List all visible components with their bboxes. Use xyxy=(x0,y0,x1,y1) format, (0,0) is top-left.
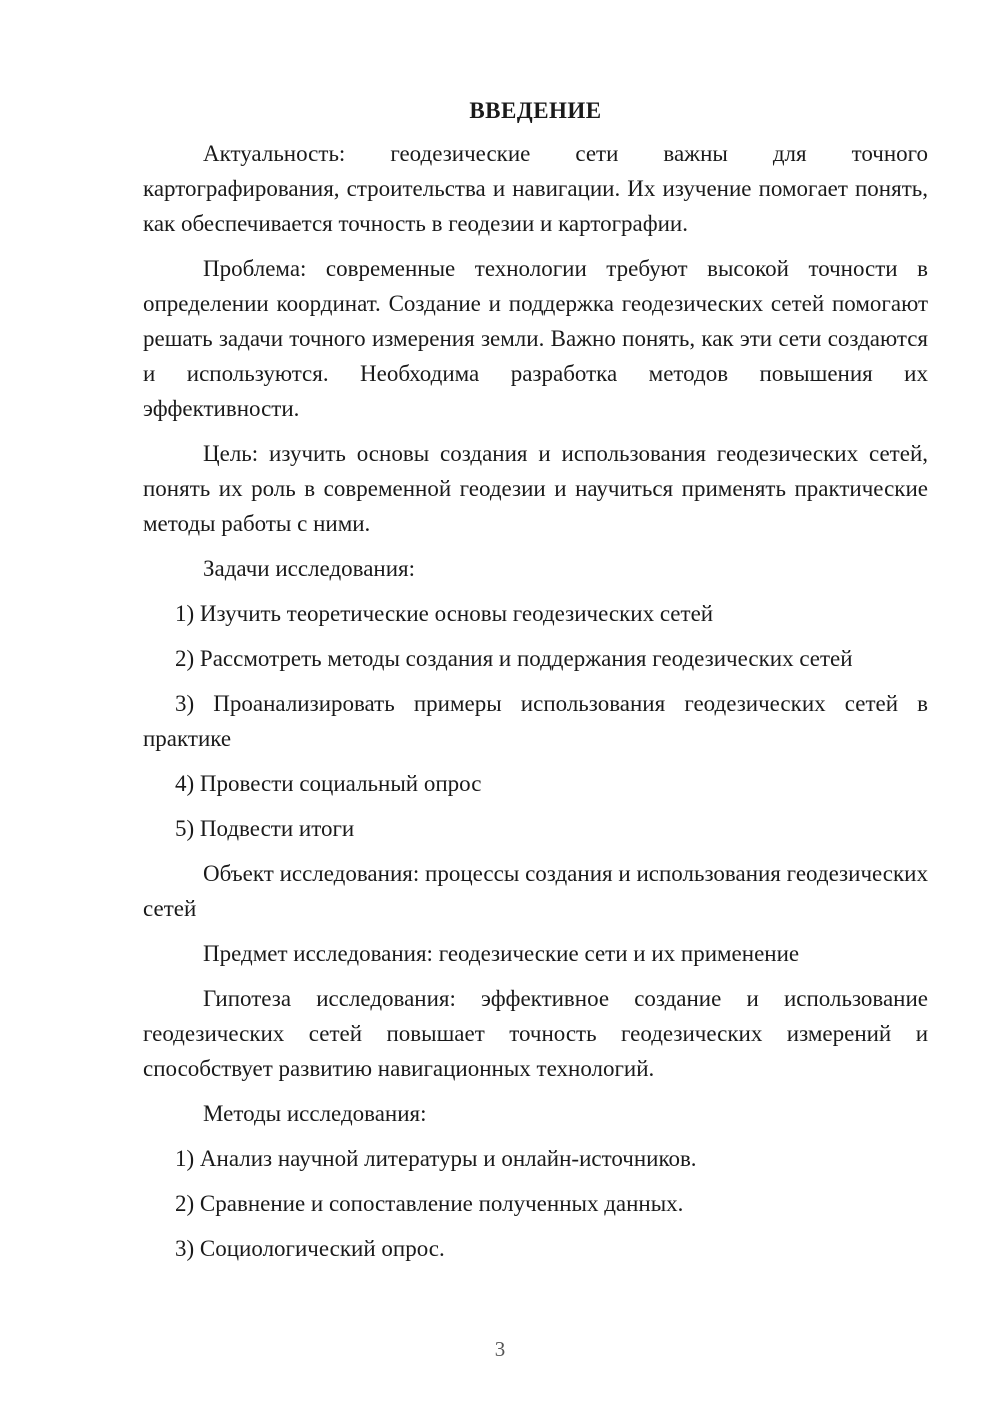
task-item-5: 5) Подвести итоги xyxy=(175,816,355,841)
paragraph-hypothesis: Гипотеза исследования: эффективное создание и использование геодезических сетей повышает точность геодезических измерений и способствует развитию навигационных технологий. xyxy=(143,986,928,1081)
paragraph-subject: Предмет исследования: геодезические сети и их применение xyxy=(203,941,800,966)
page-number: 3 xyxy=(494,1337,506,1361)
task-item-3: 3) Проанализировать примеры использования геодезических сетей в практике xyxy=(143,691,928,751)
method-item-3: 3) Социологический опрос. xyxy=(175,1236,445,1261)
method-item-1: 1) Анализ научной литературы и онлайн-источников. xyxy=(175,1146,697,1171)
task-item-4: 4) Провести социальный опрос xyxy=(175,771,482,796)
paragraph-tasks-heading: Задачи исследования: xyxy=(203,556,416,581)
task-item-2: 2) Рассмотреть методы создания и поддержания геодезических сетей xyxy=(175,646,853,671)
paragraph-methods-heading: Методы исследования: xyxy=(203,1101,427,1126)
paragraph-problem: Проблема: современные технологии требуют высокой точности в определении координат. Создание и поддержка геодезических сетей помогают решать задачи точного измерения земли. Важно понять, как эти сети создаются и используются. Необходима разработка методов повышения их эффективности. xyxy=(143,256,928,421)
paragraph-goal: Цель: изучить основы создания и использования геодезических сетей, понять их роль в современной геодезии и научиться применять практические методы работы с ними. xyxy=(143,441,928,536)
paragraph-object: Объект исследования: процессы создания и использования геодезических сетей xyxy=(143,861,928,921)
page-content xyxy=(143,93,928,1276)
section-title: ВВЕДЕНИЕ xyxy=(469,98,602,123)
paragraph-relevance: Актуальность: геодезические сети важны для точного картографирования, строительства и навигации. Их изучение помогает понять, как обеспечивается точность в геодезии и картографии. xyxy=(143,141,928,236)
task-item-1: 1) Изучить теоретические основы геодезических сетей xyxy=(175,601,714,626)
method-item-2: 2) Сравнение и сопоставление полученных данных. xyxy=(175,1191,684,1216)
